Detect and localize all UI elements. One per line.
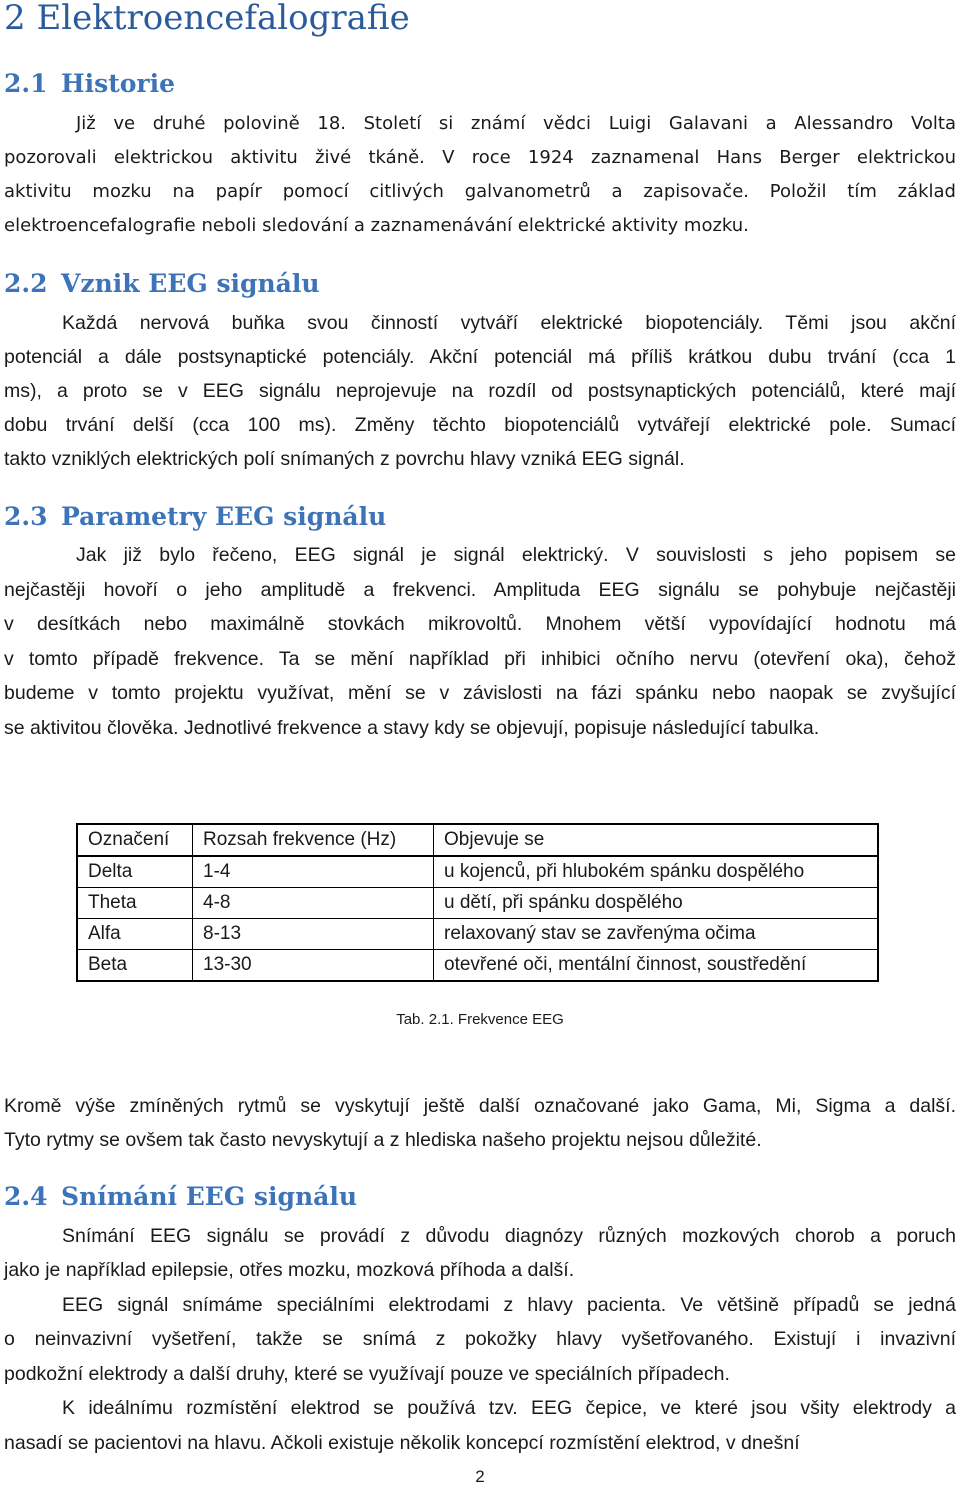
section-number: 2.4 xyxy=(4,1182,48,1211)
section-title: Vznik EEG signálu xyxy=(61,269,320,298)
paragraph-line: o neinvazivní vyšetření, takže se snímá z pokožky hlavy vyšetřovaného. Existují i invazivní xyxy=(4,1328,956,1350)
table-header-cell: Rozsah frekvence (Hz) xyxy=(193,824,434,856)
table-cell: u kojenců, při hlubokém spánku dospělého xyxy=(434,856,879,888)
section-number: 2.3 xyxy=(4,502,48,531)
paragraph-line: nasadí se pacientovi na hlavu. Ačkoli existuje několik koncepcí rozmístění elektrod, v dnešní xyxy=(4,1432,800,1454)
table-cell: 1-4 xyxy=(193,856,434,888)
section-number: 2.2 xyxy=(4,269,48,298)
section-number: 2.1 xyxy=(4,69,48,98)
table-cell: relaxovaný stav se zavřenýma očima xyxy=(434,919,879,950)
section-title: Parametry EEG signálu xyxy=(61,502,387,531)
table-row xyxy=(77,950,878,982)
paragraph-line: podkožní elektrody a další druhy, které se využívají pouze ve speciálních případech. xyxy=(4,1363,730,1385)
table-cell: Delta xyxy=(77,856,193,888)
table-row xyxy=(77,856,878,888)
table-header-cell: Objevuje se xyxy=(434,824,879,856)
table-caption: Tab. 2.1. Frekvence EEG xyxy=(396,1011,564,1028)
paragraph-line: EEG signál snímáme speciálními elektrodami z hlavy pacienta. Ve většině případů se jedná xyxy=(62,1294,956,1316)
paragraph-line: elektroencefalografie neboli sledování a zaznamenávání elektrické aktivity mozku. xyxy=(4,215,749,236)
table-cell: Alfa xyxy=(77,919,193,950)
table-cell: 8-13 xyxy=(193,919,434,950)
table-cell: 4-8 xyxy=(193,888,434,919)
paragraph-line: ms), a proto se v EEG signálu neprojevuje na rozdíl od postsynaptických potenciálů, které mají xyxy=(4,380,956,402)
paragraph-line: aktivitu mozku na papír pomocí citlivých galvanometrů a zapisovače. Položil tím základ xyxy=(4,181,956,202)
table-header-cell: Označení xyxy=(77,824,193,856)
paragraph-line: Snímání EEG signálu se provádí z důvodu diagnózy různých mozkových chorob a poruch xyxy=(62,1225,956,1247)
table-cell: u dětí, při spánku dospělého xyxy=(434,888,879,919)
table-cell: Beta xyxy=(77,950,193,982)
paragraph-line: Již ve druhé polovině 18. Století si známí vědci Luigi Galavani a Alessandro Volta xyxy=(76,113,956,134)
paragraph-line: nejčastěji hovoří o jeho amplitudě a frekvenci. Amplituda EEG signálu se pohybuje nejčastěji xyxy=(4,579,956,601)
section-title: Snímání EEG signálu xyxy=(61,1182,358,1211)
paragraph-line: Jak již bylo řečeno, EEG signál je signál elektrický. V souvislosti s jeho popisem se xyxy=(76,544,956,566)
paragraph-line: Každá nervová buňka svou činností vytváří elektrické biopotenciály. Těmi jsou akční xyxy=(62,312,956,334)
page-number: 2 xyxy=(475,1467,485,1486)
paragraph-line: dobu trvání delší (cca 100 ms). Změny těchto biopotenciálů vytvářejí elektrické pole. Sumací xyxy=(4,414,956,436)
table-row xyxy=(77,919,878,950)
section-heading-2-2 xyxy=(4,268,320,300)
table-cell: otevřené oči, mentální činnost, soustředění xyxy=(434,950,879,982)
table-cell: 13-30 xyxy=(193,950,434,982)
table-header-row xyxy=(77,824,878,856)
table-row xyxy=(77,888,878,919)
paragraph-line: se aktivitou člověka. Jednotlivé frekvence a stavy kdy se objevují, popisuje následující tabulka. xyxy=(4,717,820,739)
paragraph-line: K ideálnímu rozmístění elektrod se používá tzv. EEG čepice, ve které jsou všity elektrody a xyxy=(62,1397,956,1419)
paragraph-line: budeme v tomto projektu využívat, mění se v závislosti na fázi spánku nebo naopak se zvyšující xyxy=(4,682,956,704)
paragraph-line: takto vzniklých elektrických polí snímaných z povrchu hlavy vzniká EEG signál. xyxy=(4,448,685,470)
chapter-title: 2 Elektroencefalografie xyxy=(4,0,410,38)
paragraph-line: jako je například epilepsie, otřes mozku, mozková příhoda a další. xyxy=(4,1259,575,1281)
section-title: Historie xyxy=(61,69,175,98)
paragraph-line: Kromě výše zmíněných rytmů se vyskytují ještě další označované jako Gama, Mi, Sigma a další. xyxy=(4,1095,956,1117)
paragraph-line: v tomto případě frekvence. Ta se mění například při inhibici očního nervu (otevření oka), čehož xyxy=(4,648,956,670)
paragraph-line: Tyto rytmy se ovšem tak často nevyskytují a z hlediska našeho projektu nejsou důležité. xyxy=(4,1129,762,1151)
section-heading-2-4 xyxy=(4,1181,357,1213)
table-cell: Theta xyxy=(77,888,193,919)
paragraph-line: v desítkách nebo maximálně stovkách mikrovoltů. Mnohem větší vypovídající hodnotu má xyxy=(4,613,956,635)
frequency-table xyxy=(76,823,879,982)
section-heading-2-3 xyxy=(4,501,386,533)
paragraph-line: pozorovali elektrickou aktivitu živé tkáně. V roce 1924 zaznamenal Hans Berger elektrickou xyxy=(4,147,956,168)
paragraph-line: potenciál a dále postsynaptické potenciály. Akční potenciál má příliš krátkou dubu trvání (cca 1 xyxy=(4,346,956,368)
section-heading-2-1 xyxy=(4,68,175,100)
